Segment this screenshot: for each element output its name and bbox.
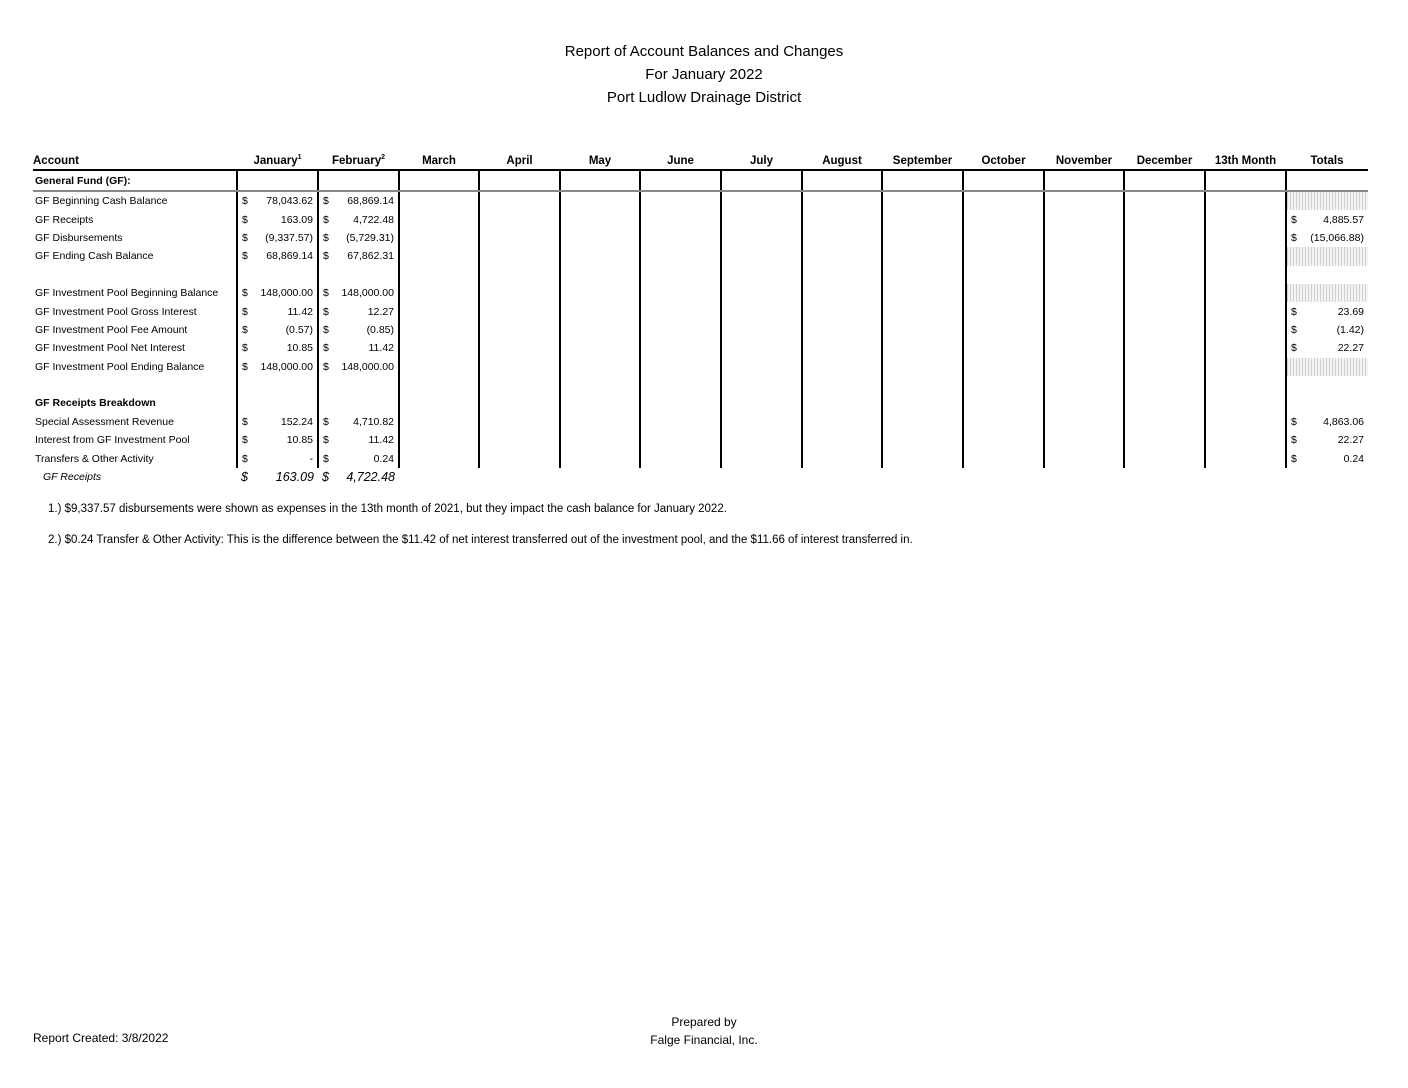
table-header-row [33,145,1368,170]
february-amount [318,468,399,486]
amount-value: 152.24 [280,415,313,428]
report-header [0,40,1408,109]
amount-value: (5,729.31) [346,231,394,244]
total-amount [1286,210,1368,228]
currency-symbol: $ [241,470,248,485]
february-amount [318,191,399,210]
february-amount [318,302,399,320]
amount-value: 4,710.82 [353,415,394,428]
currency-symbol: $ [1291,415,1297,428]
currency-symbol: $ [242,415,248,428]
february-amount [318,229,399,247]
row-label: GF Investment Pool Ending Balance [35,360,205,373]
currency-symbol: $ [1291,323,1297,336]
table-row [33,210,1368,228]
currency-symbol: $ [242,305,248,318]
february-amount [318,339,399,357]
currency-symbol: $ [242,323,248,336]
table-row [33,358,1368,376]
amount-value: 148,000.00 [260,360,313,373]
month-header-july: July [721,145,802,170]
totals-header: Totals [1286,145,1368,170]
row-label: GF Beginning Cash Balance [35,195,168,208]
report-period: For January 2022 [645,66,763,83]
row-label: Special Assessment Revenue [35,415,174,428]
total-amount [1286,229,1368,247]
month-header-june: June [640,145,721,170]
amount-value: - [309,452,313,465]
january-amount [237,468,318,486]
february-amount [318,413,399,431]
month-header-may: May [560,145,640,170]
total-amount [1286,302,1368,320]
currency-symbol: $ [323,287,329,300]
currency-symbol: $ [323,434,329,447]
prepared-by-label: Prepared by [671,1015,737,1029]
amount-value: 10.85 [286,342,313,355]
table-row [33,191,1368,210]
table-row [33,302,1368,320]
preparer-name: Falge Financial, Inc. [650,1033,758,1047]
subsection-label: GF Receipts Breakdown [35,397,156,410]
total-amount [1286,449,1368,467]
january-amount [237,284,318,302]
total-amount [1286,431,1368,449]
january-amount [237,210,318,228]
total-amount [1286,339,1368,357]
total-amount [1286,321,1368,339]
row-label: GF Disbursements [35,231,123,244]
february-amount [318,431,399,449]
row-label: GF Ending Cash Balance [35,250,154,263]
january-amount [237,431,318,449]
month-header-march: March [399,145,479,170]
amount-value: 148,000.00 [260,287,313,300]
amount-value: 68,869.14 [347,195,394,208]
currency-symbol: $ [1291,452,1297,465]
receipts-total-row [33,468,1368,486]
amount-value: 78,043.62 [266,195,313,208]
amount-value: 148,000.00 [341,287,394,300]
amount-value: 11.42 [368,342,394,355]
table-row [33,229,1368,247]
section-row [33,170,1368,191]
month-header-february: February$^2$ [318,145,399,170]
row-label: GF Investment Pool Fee Amount [35,323,188,336]
footnote-1: 1.) $9,337.57 disbursements were shown as expenses in the 13th month of 2021, but they impact the cash balance for January 2022. [48,503,727,515]
currency-symbol: $ [242,434,248,447]
prepared-by-block [604,1013,804,1049]
subsection-row [33,394,1368,412]
currency-symbol: $ [1291,342,1297,355]
total-amount [1286,394,1368,412]
january-amount [237,191,318,210]
row-label: GF Investment Pool Net Interest [35,342,185,355]
january-amount [237,358,318,376]
amount-value: 163.09 [280,213,313,226]
month-header-13th: 13th Month [1205,145,1286,170]
total-value: 22.27 [1337,342,1364,355]
february-amount [318,358,399,376]
row-label: GF Investment Pool Beginning Balance [35,287,219,300]
amount-value: 163.09 [275,470,314,485]
section-label: General Fund (GF): [33,170,237,191]
currency-symbol: $ [242,342,248,355]
currency-symbol: $ [242,213,248,226]
currency-symbol: $ [323,250,329,263]
currency-symbol: $ [242,360,248,373]
currency-symbol: $ [242,195,248,208]
currency-symbol: $ [322,470,329,485]
table-body [33,170,1368,486]
currency-symbol: $ [242,287,248,300]
row-label: GF Receipts [43,471,102,484]
row-label: GF Investment Pool Gross Interest [35,305,197,318]
account-header: Account [33,145,237,170]
amount-value: 68,869.14 [266,250,313,263]
total-amount [1286,358,1368,376]
january-amount [237,413,318,431]
spacer-row [33,266,1368,284]
month-header-september: September [882,145,963,170]
amount-value: (9,337.57) [265,231,313,244]
month-header-january: January$^1$ [237,145,318,170]
amount-value: 12.27 [367,305,394,318]
currency-symbol: $ [323,342,329,355]
report-entity: Port Ludlow Drainage District [606,89,802,106]
table-row [33,413,1368,431]
amount-value: 10.85 [286,434,313,447]
total-value: (15,066.88) [1310,231,1364,244]
total-amount [1286,413,1368,431]
table-row [33,431,1368,449]
total-value: 0.24 [1343,452,1364,465]
amount-value: (0.57) [285,323,313,336]
january-amount [237,449,318,467]
currency-symbol: $ [323,360,329,373]
currency-symbol: $ [1291,434,1297,447]
total-amount [1286,247,1368,265]
table-row [33,284,1368,302]
currency-symbol: $ [323,195,329,208]
total-amount [1286,468,1368,486]
row-label: GF Receipts [35,213,94,226]
february-amount [318,247,399,265]
table-row [33,339,1368,357]
amount-value: 4,722.48 [346,470,395,485]
month-header-april: April [479,145,560,170]
row-label: Transfers & Other Activity [35,452,154,465]
account-balances-table [33,145,1368,486]
currency-symbol: $ [323,231,329,244]
report-created: Report Created: 3/8/2022 [33,1031,169,1045]
amount-value: 4,722.48 [353,213,394,226]
total-value: 4,885.57 [1323,213,1364,226]
table-row [33,247,1368,265]
table-row [33,449,1368,467]
currency-symbol: $ [323,323,329,336]
currency-symbol: $ [242,250,248,263]
total-value: 23.69 [1337,305,1364,318]
footnotes [48,503,913,565]
amount-value: 11.42 [287,305,313,318]
amount-value: 0.24 [373,452,394,465]
amount-value: 148,000.00 [341,360,394,373]
row-label: Interest from GF Investment Pool [35,434,190,447]
january-amount [237,229,318,247]
currency-symbol: $ [242,231,248,244]
currency-symbol: $ [1291,305,1297,318]
amount-value: 11.42 [368,434,394,447]
total-amount [1286,266,1368,284]
currency-symbol: $ [1291,231,1297,244]
february-amount [318,321,399,339]
spacer-row [33,376,1368,394]
february-amount [318,210,399,228]
month-header-december: December [1124,145,1205,170]
footnote-2: 2.) $0.24 Transfer & Other Activity: This is the difference between the $11.42 of net interest transferred out of the investment pool, and the $11.66 of interest transferred in. [48,534,913,546]
currency-symbol: $ [242,452,248,465]
january-amount [237,302,318,320]
amount-value: (0.85) [366,323,394,336]
total-value: (1.42) [1336,323,1364,336]
january-amount [237,247,318,265]
total-amount [1286,191,1368,210]
currency-symbol: $ [1291,213,1297,226]
total-amount [1286,284,1368,302]
january-amount [237,321,318,339]
report-title: Report of Account Balances and Changes [564,43,844,60]
january-amount [237,339,318,357]
currency-symbol: $ [323,415,329,428]
table-row [33,321,1368,339]
total-value: 4,863.06 [1323,415,1364,428]
february-amount [318,284,399,302]
currency-symbol: $ [323,213,329,226]
february-amount [318,449,399,467]
month-header-october: October [963,145,1044,170]
currency-symbol: $ [323,452,329,465]
month-header-august: August [802,145,882,170]
amount-value: 67,862.31 [347,250,394,263]
month-header-november: November [1044,145,1124,170]
currency-symbol: $ [323,305,329,318]
total-amount [1286,376,1368,394]
total-value: 22.27 [1337,434,1364,447]
